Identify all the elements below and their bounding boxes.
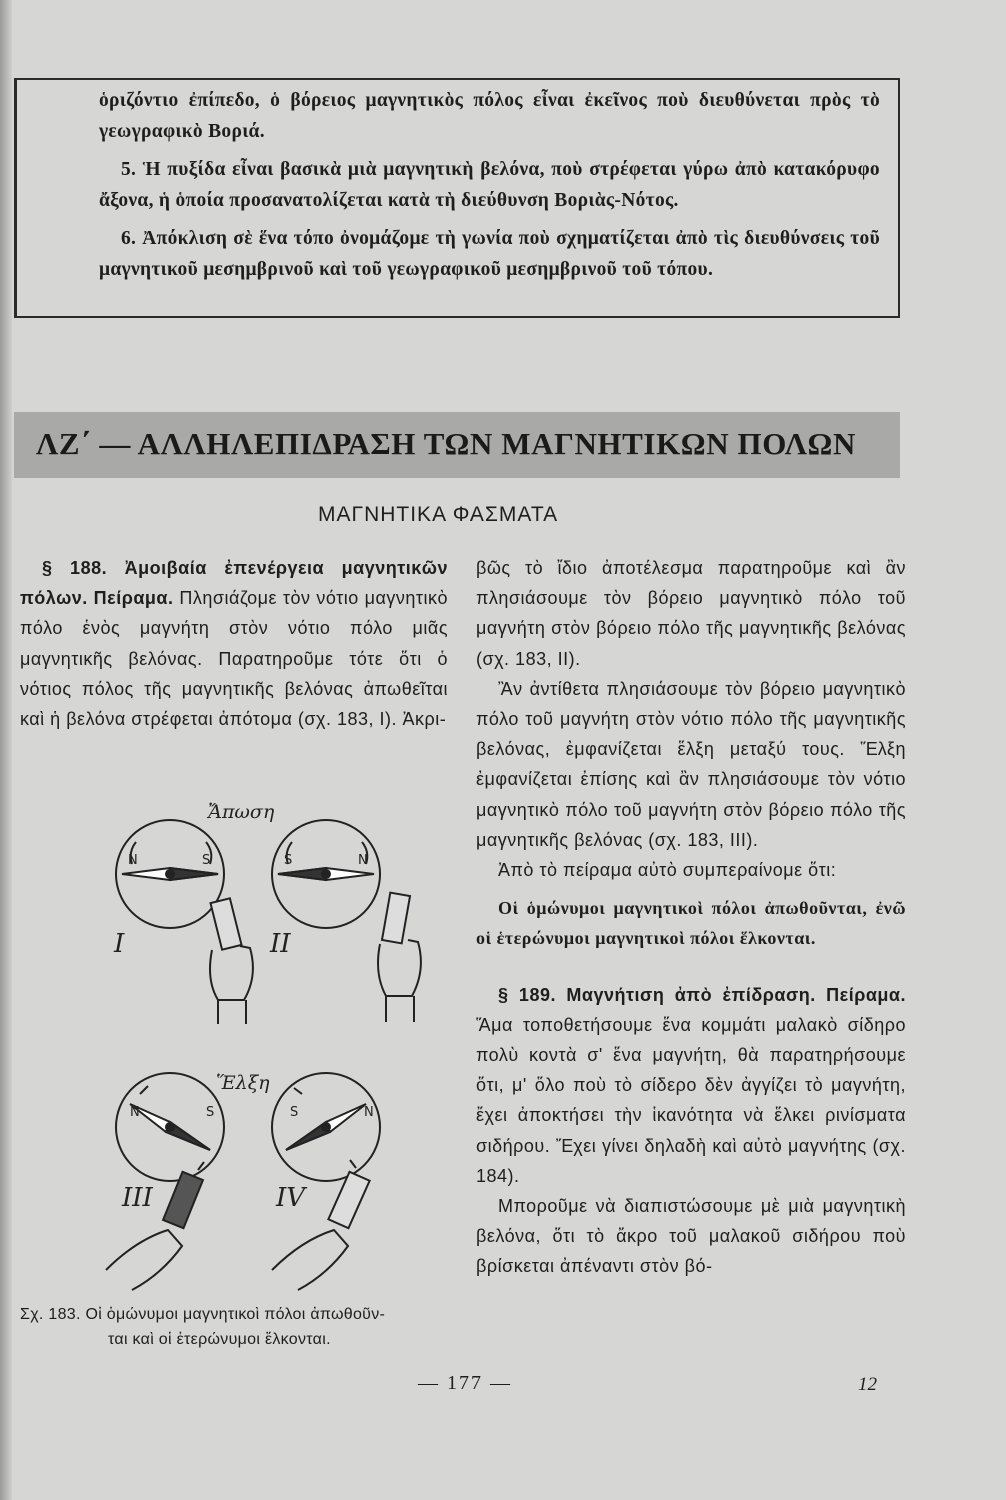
- paragraph-189-heading: § 189. Μαγνήτιση ἀπὸ ἐπίδραση. Πείραμα.: [498, 984, 906, 1005]
- summary-continuation: ὁριζόντιο ἐπίπεδο, ὁ βόρειος μαγνητικὸς πόλος εἶναι ἐκεῖνος ποὺ διευθύνεται πρὸς τὸ γεωγραφικὸ Βοριά.: [99, 90, 880, 142]
- paragraph-188-text: Πλησιάζομε τὸν νότιο μαγνητικὸ πόλο ἑνὸς μαγνήτη στὸν νότιο πόλο μιᾶς μαγνητικῆς βελόνας. Παρατηροῦμε τότε ὅτι ὁ νότιος πόλος τῆς μαγνητικῆς βελόνας ἀπωθεῖται καὶ ἡ βελόνα στρέφεται ἀπότομα (σχ. 183, I). Ἀκρι-: [20, 588, 449, 730]
- pole-label-s-II: S: [284, 853, 293, 868]
- left-column: [20, 553, 448, 734]
- compass-panel-IV: [272, 1073, 380, 1181]
- paragraph-189-text: Ἅμα τοποθετήσουμε ἕνα κομμάτι μαλακὸ σίδηρο πολὺ κοντὰ σ' ἕνα μαγνήτη, θὰ παρατηρήσουμε ὅτι, μ' ὅλο ποὺ τὸ σίδερο δὲν ἀγγίζει τὸ μαγνήτη, ἔχει ἀποκτήσει τὴν ἱκανότητα νὰ ἕλκει ρινίσματα σιδήρου. Ἔχει γίνει δηλαδὴ καὶ αὐτὸ μαγνήτης (σχ. 184).: [476, 1014, 906, 1186]
- right-paragraph-last: Μποροῦμε νὰ διαπιστώσουμε μὲ μιὰ μαγνητικὴ βελόνα, ὅτι τὸ ἄκρο τοῦ μαλακοῦ σιδήρου ποὺ βρίσκεται ἀπέναντι στὸν βό-: [476, 1196, 906, 1277]
- compass-panel-II: [272, 820, 380, 928]
- summary-item-5: 5. Ἡ πυξίδα εἶναι βασικὰ μιὰ μαγνητικὴ βελόνα, ποὺ στρέφεται γύρω ἀπὸ κατακόρυφο ἄξονα, ἡ ὁποία προσανατολίζεται κατὰ τὴ διεύθυνση Βοριὰς-Νότος.: [99, 159, 880, 211]
- caption-line-2: ται καὶ οἱ ἑτερώνυμοι ἕλκονται.: [108, 1331, 331, 1348]
- chapter-title: ΛΖ΄ — ΑΛΛΗΛΕΠΙΔΡΑΣΗ ΤΩΝ ΜΑΓΝΗΤΙΚΩΝ ΠΟΛΩΝ: [14, 412, 900, 478]
- right-column: [476, 553, 906, 1282]
- section-title: ΜΑΓΝΗΤΙΚΑ ΦΑΣΜΑΤΑ: [318, 503, 559, 526]
- summary-box: [14, 78, 900, 318]
- figure-183: [20, 782, 448, 1302]
- compass-panel-III: [116, 1073, 224, 1181]
- pole-label-n-IV: N: [364, 1105, 374, 1120]
- right-paragraph-1: βῶς τὸ ἴδιο ἀποτέλεσμα παρατηροῦμε καὶ ἂν πλησιάσουμε τὸν βόρειο μαγνητικὸ πόλο τοῦ μαγνήτη στὸν βόρειο πόλο τῆς μαγνητικῆς βελόνας (σχ. 183, II).: [476, 558, 906, 669]
- paragraph-188-heading: § 188. Ἀμοιβαία ἐπενέργεια μαγνητικῶν πόλων. Πείραμα.: [20, 558, 448, 609]
- pole-label-s-I: S: [202, 853, 211, 868]
- signature-mark: 12: [858, 1374, 877, 1395]
- law-statement: Οἱ ὁμώνυμοι μαγνητικοὶ πόλοι ἀπωθοῦνται, ἐνῶ οἱ ἑτερώνυμοι μαγνητικοὶ πόλοι ἕλκονται.: [476, 898, 906, 949]
- figure-caption: [20, 1302, 460, 1352]
- panel-label-II: II: [270, 929, 291, 959]
- hand-magnet-III: [106, 1172, 203, 1290]
- pole-label-n-I: N: [128, 853, 138, 868]
- pole-label-s-IV: S: [290, 1105, 299, 1120]
- panel-label-IV: IV: [276, 1183, 306, 1213]
- pole-label-s-III: S: [206, 1105, 215, 1120]
- panel-label-I: I: [114, 929, 125, 959]
- paragraph-189: [476, 980, 906, 1191]
- caption-line-1: Σχ. 183. Οἱ ὁμώνυμοι μαγνητικοὶ πόλοι ἀπωθοῦν-: [20, 1306, 386, 1323]
- right-paragraph-2: Ἂν ἀντίθετα πλησιάσουμε τὸν βόρειο μαγνητικὸ πόλο τοῦ μαγνήτη στὸν νότιο πόλο τῆς μαγνητικῆς βελόνας, ἐμφανίζεται ἕλξη μεταξύ τους. Ἕλξη ἐμφανίζεται ἐπίσης καὶ ἂν πλησιάσουμε τὸν νότιο μαγνητικὸ πόλο τοῦ μαγνήτη στὸν βόρειο πόλο τῆς μαγνητικῆς βελόνας (σχ. 183, III).: [476, 678, 906, 850]
- hand-magnet-II: [378, 893, 421, 1022]
- panel-label-III: III: [122, 1183, 153, 1213]
- hand-magnet-I: [210, 898, 253, 1024]
- paragraph-188: [20, 553, 448, 734]
- pole-label-n-II: N: [358, 853, 368, 868]
- label-attraction: Ἕλξη: [216, 1072, 270, 1094]
- label-repulsion: Ἄπωση: [208, 801, 275, 823]
- compass-panel-I: [116, 820, 224, 928]
- page-number: — 177 —: [418, 1372, 512, 1394]
- pole-label-n-III: N: [130, 1105, 140, 1120]
- page-edge-shadow: [0, 0, 12, 1500]
- summary-item-6: 6. Ἀπόκλιση σὲ ἕνα τόπο ὀνομάζομε τὴ γωνία ποὺ σχηματίζεται ἀπὸ τὶς διευθύνσεις τοῦ μαγνητικοῦ μεσημβρινοῦ καὶ τοῦ γεωγραφικοῦ μεσημβρινοῦ τοῦ τόπου.: [99, 228, 880, 280]
- right-paragraph-3: Ἀπὸ τὸ πείραμα αὐτὸ συμπεραίνομε ὅτι:: [498, 860, 837, 881]
